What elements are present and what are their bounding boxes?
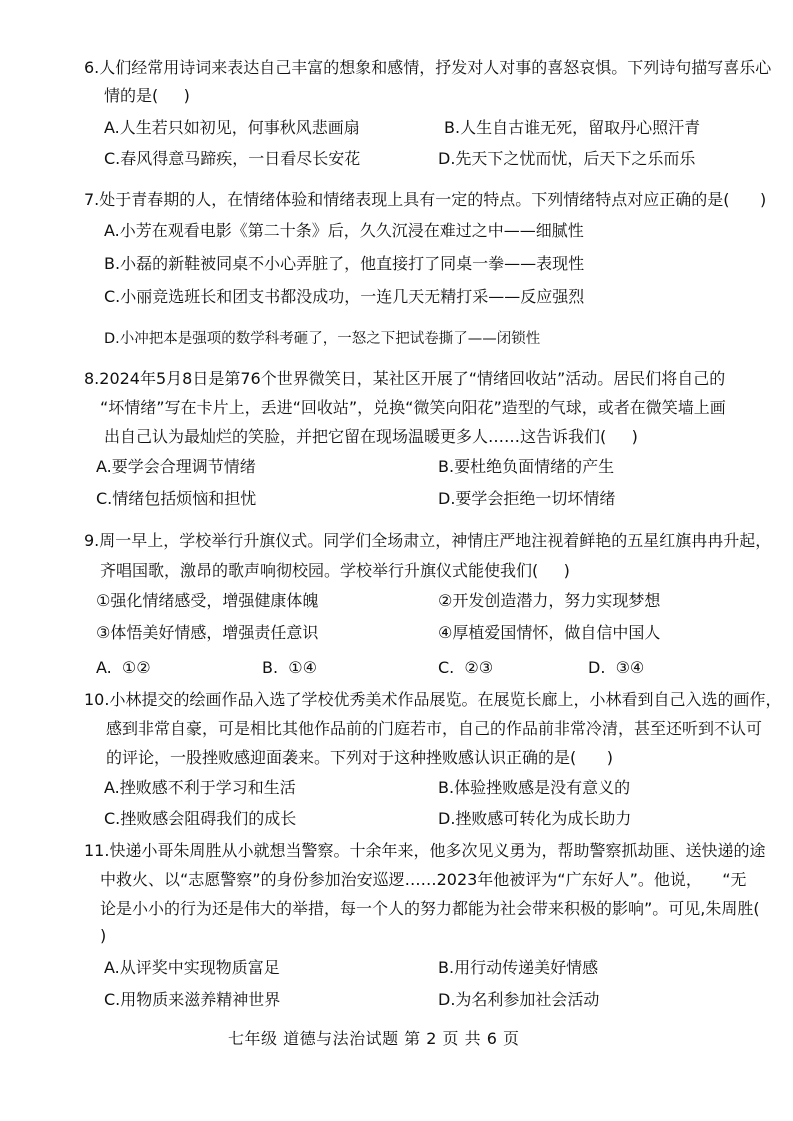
option-d: D.要学会拒绝一切坏情绪 [438, 489, 616, 508]
option-b: B.小磊的新鞋被同桌不小心弄脏了，他直接打了同桌一拳——表现性 [104, 254, 585, 273]
option-c: C.挫败感会阻碍我们的成长 [104, 809, 297, 828]
option-d: D. ③④ [588, 658, 645, 677]
option-b: B.要杜绝负面情绪的产生 [438, 457, 615, 476]
question-stem: ) [100, 926, 107, 945]
question-stem: 11.快递小哥朱周胜从小就想当警察。十余年来，他多次见义勇为，帮助警察抓劫匪、送快递的途 [84, 841, 766, 860]
question-stem: 10.小林提交的绘画作品入选了学校优秀美术作品展览。在展览长廊上，小林看到自己入选的画作， [84, 690, 782, 709]
option-d: D.先天下之忧而忧，后天下之乐而乐 [438, 149, 696, 168]
option-c: C.春风得意马蹄疾，一日看尽长安花 [104, 149, 361, 168]
question-stem: 齐唱国歌，激昂的歌声响彻校园。学校举行升旗仪式能使我们( ) [100, 561, 570, 580]
question-stem: 7.处于青春期的人，在情绪体验和情绪表现上具有一定的特点。下列情绪特点对应正确的是( ) [84, 190, 767, 209]
option-b: B. ①④ [262, 658, 317, 677]
statement-2: ②开发创造潜力，努力实现梦想 [438, 591, 661, 610]
question-stem: 出自己认为最灿烂的笑脸，并把它留在现场温暖更多人……这告诉我们( ) [104, 427, 638, 446]
option-b: B.体验挫败感是没有意义的 [438, 778, 631, 797]
question-stem: 8.2024年5月8日是第76个世界微笑日，某社区开展了“情绪回收站”活动。居民们将自己的 [84, 369, 726, 388]
question-stem: 情的是( ) [104, 86, 190, 105]
statement-4: ④厚植爱国情怀，做自信中国人 [438, 623, 661, 642]
question-stem: “坏情绪”写在卡片上，丢进“回收站”，兑换“微笑向阳花”造型的气球，或者在微笑墙上画 [100, 398, 726, 417]
option-a: A.要学会合理调节情绪 [96, 457, 256, 476]
option-b: B.人生自古谁无死，留取丹心照汗青 [444, 118, 701, 137]
question-stem: 中救火、以“志愿警察”的身份参加治安巡逻……2023年他被评为“广东好人”。他说， “无 [100, 870, 747, 889]
statement-3: ③体悟美好情感，增强责任意识 [96, 623, 319, 642]
option-c: C.情绪包括烦恼和担忧 [96, 489, 257, 508]
option-c: C.用物质来滋养精神世界 [104, 990, 281, 1009]
question-stem: 感到非常自豪，可是相比其他作品前的门庭若市，自己的作品前非常冷清，甚至还听到不认可 [106, 719, 763, 738]
question-stem: 6.人们经常用诗词来表达自己丰富的想象和感情，抒发对人对事的喜怒哀惧。下列诗句描写喜乐心 [84, 58, 772, 77]
option-a: A. ①② [96, 658, 151, 677]
option-b: B.用行动传递美好情感 [438, 958, 599, 977]
page-footer: 七年级 道德与法治试题 第 2 页 共 6 页 [228, 1029, 520, 1048]
question-stem: 论是小小的行为还是伟大的举措，每一个人的努力都能为社会带来积极的影响”。可见,朱周胜( [100, 899, 760, 918]
option-c: C.小丽竞选班长和团支书都没成功，一连几天无精打采——反应强烈 [104, 287, 585, 306]
option-a: A.小芳在观看电影《第二十条》后，久久沉浸在难过之中——细腻性 [104, 221, 584, 240]
option-d: D.为名利参加社会活动 [438, 990, 600, 1009]
option-a: A.挫败感不利于学习和生活 [104, 778, 296, 797]
option-d: D.小冲把本是强项的数学科考砸了，一怒之下把试卷撕了——闭锁性 [104, 331, 541, 347]
option-a: A.从评奖中实现物质富足 [104, 958, 280, 977]
option-d: D.挫败感可转化为成长助力 [438, 809, 632, 828]
option-a: A.人生若只如初见，何事秋风悲画扇 [104, 118, 360, 137]
statement-1: ①强化情绪感受，增强健康体魄 [96, 591, 319, 610]
option-c: C. ②③ [438, 658, 494, 677]
question-stem: 9.周一早上，学校举行升旗仪式。同学们全场肃立，神情庄严地注视着鲜艳的五星红旗冉冉升起， [84, 531, 772, 550]
question-stem: 的评论，一股挫败感迎面袭来。下列对于这种挫败感认识正确的是( ) [106, 748, 614, 767]
